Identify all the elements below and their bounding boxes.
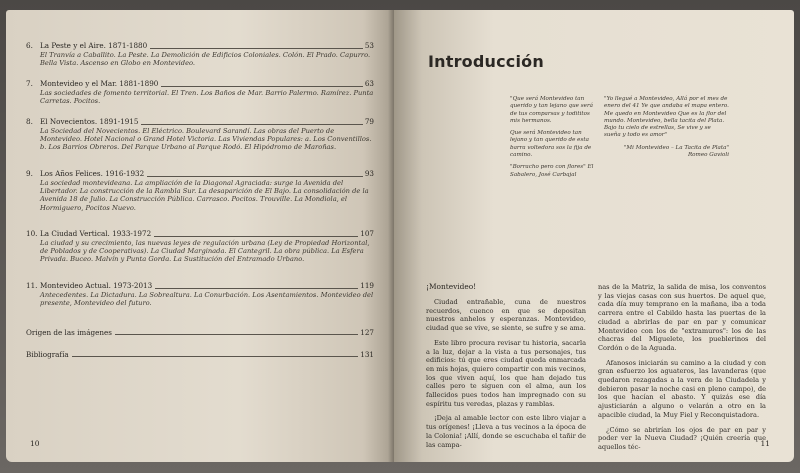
toc-desc: El Tranvía a Caballito. La Peste. La Demolición de Edificios Coloniales. Colón. El Prado. Capurro. Bella Vista. Ascenso en Globo en Montevideo. [40,50,371,67]
chapter-title: Introducción [428,52,544,71]
toc-leader [147,176,363,177]
paragraph: Afanosos iniciarán su camino a la ciudad y con gran esfuerzo los aguateros, las lavanderas (que quedaron rezagadas a la vera de la Ciudadela y debieron pasar la noche casi en pleno campo), de los que hacían el abasto. Y quizás ese día ajusticiarán a alguno o velarán a otro en la apacible ciudad, la Muy Fiel y Reconquistadora. [598,358,766,419]
left-page [6,10,394,462]
toc-leader [150,48,363,49]
toc-num: 7. [26,79,33,88]
toc-num: 8. [26,117,33,126]
toc-title: Bibliografía [26,350,69,359]
toc-num: 11. [26,281,38,290]
toc-num: 10. [26,229,38,238]
toc-title: Los Años Felices. 1916-1932 [40,169,145,178]
toc-page: 63 [364,79,374,88]
paragraph: ¡Deja al amable lector con este libro viajar a tus orígenes! ¡Lleva a tus vecinos a la época de la Colonia! ¡Allí, donde se escuchaba el tañir de las campa- [426,414,586,449]
toc-page: 131 [360,350,374,359]
toc-page: 119 [360,281,374,290]
epigraph-right [604,96,729,164]
toc-leader [115,334,358,335]
toc-desc: Las sociedades de fomento territorial. El Tren. Los Baños de Mar. Barrio Palermo. Ramírez. Punta Carretas. Pocitos. [40,88,374,105]
toc-desc: La sociedad montevideana. La ampliación de la Diagonal Agraciada: surge la Avenida del Libertador. La construcción de la Rambla Sur. La desaparición de El Bajo. La consolidación de la Avenida 18 de Julio. La Construcción Pública. Carrasco. Pocitos. Trouville. La Mondiola, el Hormiguero, Pocitos Nuevo. [40,178,369,212]
toc-leader [141,124,362,125]
toc-entry [26,230,374,264]
toc-title: La Peste y el Aire. 1871-1880 [40,41,148,50]
toc-num: 6. [26,41,33,50]
toc-title: La Ciudad Vertical. 1933-1972 [40,229,152,238]
toc-entry [26,42,374,67]
toc-leader [155,288,358,289]
toc-entry [26,80,374,105]
epigraph-left [510,96,598,184]
paragraph: ¿Cómo se abrirían los ojos de par en par y poder ver la Nueva Ciudad? ¡Quién creería que aquellos téc- [598,425,766,451]
toc-num: 9. [26,169,33,178]
epigraph-credit: "Borracho pero con flores" El Sabalero, José Carbajal [510,164,594,178]
toc-page: 53 [364,41,374,50]
toc-entry [26,170,374,212]
text-column-1 [426,298,586,455]
toc-extra-images [26,328,374,337]
paragraph: Ciudad entrañable, cuna de nuestros recuerdos, cuenco en que se depositan nuestros anhelos y esperanzas. Montevideo, ciudad que se vive, se siente, se sufre y se ama. [426,298,586,333]
toc-title: El Novecientos. 1891-1915 [40,117,139,126]
page-number-left: 10 [30,439,40,448]
toc-title: Origen de las imágenes [26,328,112,337]
epigraph-stanza: "Yo llegué a Montevideo, Allá por el mes de enero del 41 Ye que andaba el mapa entero. Me quedo en Montevideo Que es la flor del mundo. Montevideo, bella tacita del Plata. Bajo tu cielo de estrellas, Se vive y se sueña y todo es amor" [604,96,729,139]
toc-leader [72,356,359,357]
page-number-right: 11 [760,439,770,448]
paragraph: Este libro procura revisar tu historia, sacarla a la luz, dejar a la vista a tus personajes, tus edificios: tú que eres ciudad queda enmarcada en mis hojas, quiero compartir con mis vecinos, los que viven aquí, los que han dejado tus calles pero te siguen con el alma, aun los fallecidos pues todos han impregnado con su espíritu tus veredas, plazas y ramblas. [426,338,586,408]
toc-page: 107 [360,229,374,238]
epigraph-credit: "Mi Montevideo – La Tacita de Plata" Romeo Gavioli [623,144,729,159]
toc-page: 93 [364,169,374,178]
toc-desc: La ciudad y su crecimiento, las nuevas leyes de regulación urbana (Ley de Propiedad Horizontal, de Poblados y de Cooperativas). La Ciudad Marginada. El Cantegril. La obra pública. La Esfera Privada. Buceo. Malvín y Punta Gorda. La Sustitución del Entramado Urbano. [40,238,370,264]
toc-title: Montevideo Actual. 1973-2013 [40,281,153,290]
epigraph-stanza: Que será Montevideo tan lejano y tan querido de esta barra voltedora sos la fija de camino. [510,130,592,159]
paragraph: nas de la Matriz, la salida de misa, los conventos y las viejas casas con sus huertos. De aquel que, cada día muy temprano en la mañana, iba a toda carrera entre el Cabildo hasta las puertas de la ciudad a abrirlas de par en par y comunicar Montevideo con los de "extramuros": los de las chacras del Miguelete, los pueblerinos del Cordón o de la Aguada. [598,283,766,352]
section-heading: ¡Montevideo! [426,282,477,291]
toc-leader [161,86,363,87]
toc-page: 127 [360,328,374,337]
toc-title: Montevideo y el Mar. 1881-1890 [40,79,159,88]
epigraph-stanza: "Que será Montevideo tan querido y tan lejano que será de tus comparsas y todititos mis hermanos. [510,96,593,124]
toc-leader [154,236,358,237]
right-page [394,10,794,462]
text-column-2 [598,283,766,458]
toc-extra-bibliography [26,350,374,359]
toc-entry [26,118,374,152]
toc-desc: Antecedentes. La Dictadura. La Sobrealtura. La Conurbación. Los Asentamientos. Montevideo del presente, Montevideo del futuro. [40,290,374,307]
toc-page: 79 [364,117,374,126]
toc-entry [26,282,374,307]
toc-desc: La Sociedad del Novecientos. El Eléctrico. Boulevard Sarandí. Las obras del Puerto de Montevideo. Hotel Nacional o Grand Hotel Victoria. Las Viviendas Populares: a. Los Conventillos. b. Los Barrios Obreros. Del Parque Urbano al Parque Rodó. El Hipódromo de Maroñas. [40,126,372,152]
